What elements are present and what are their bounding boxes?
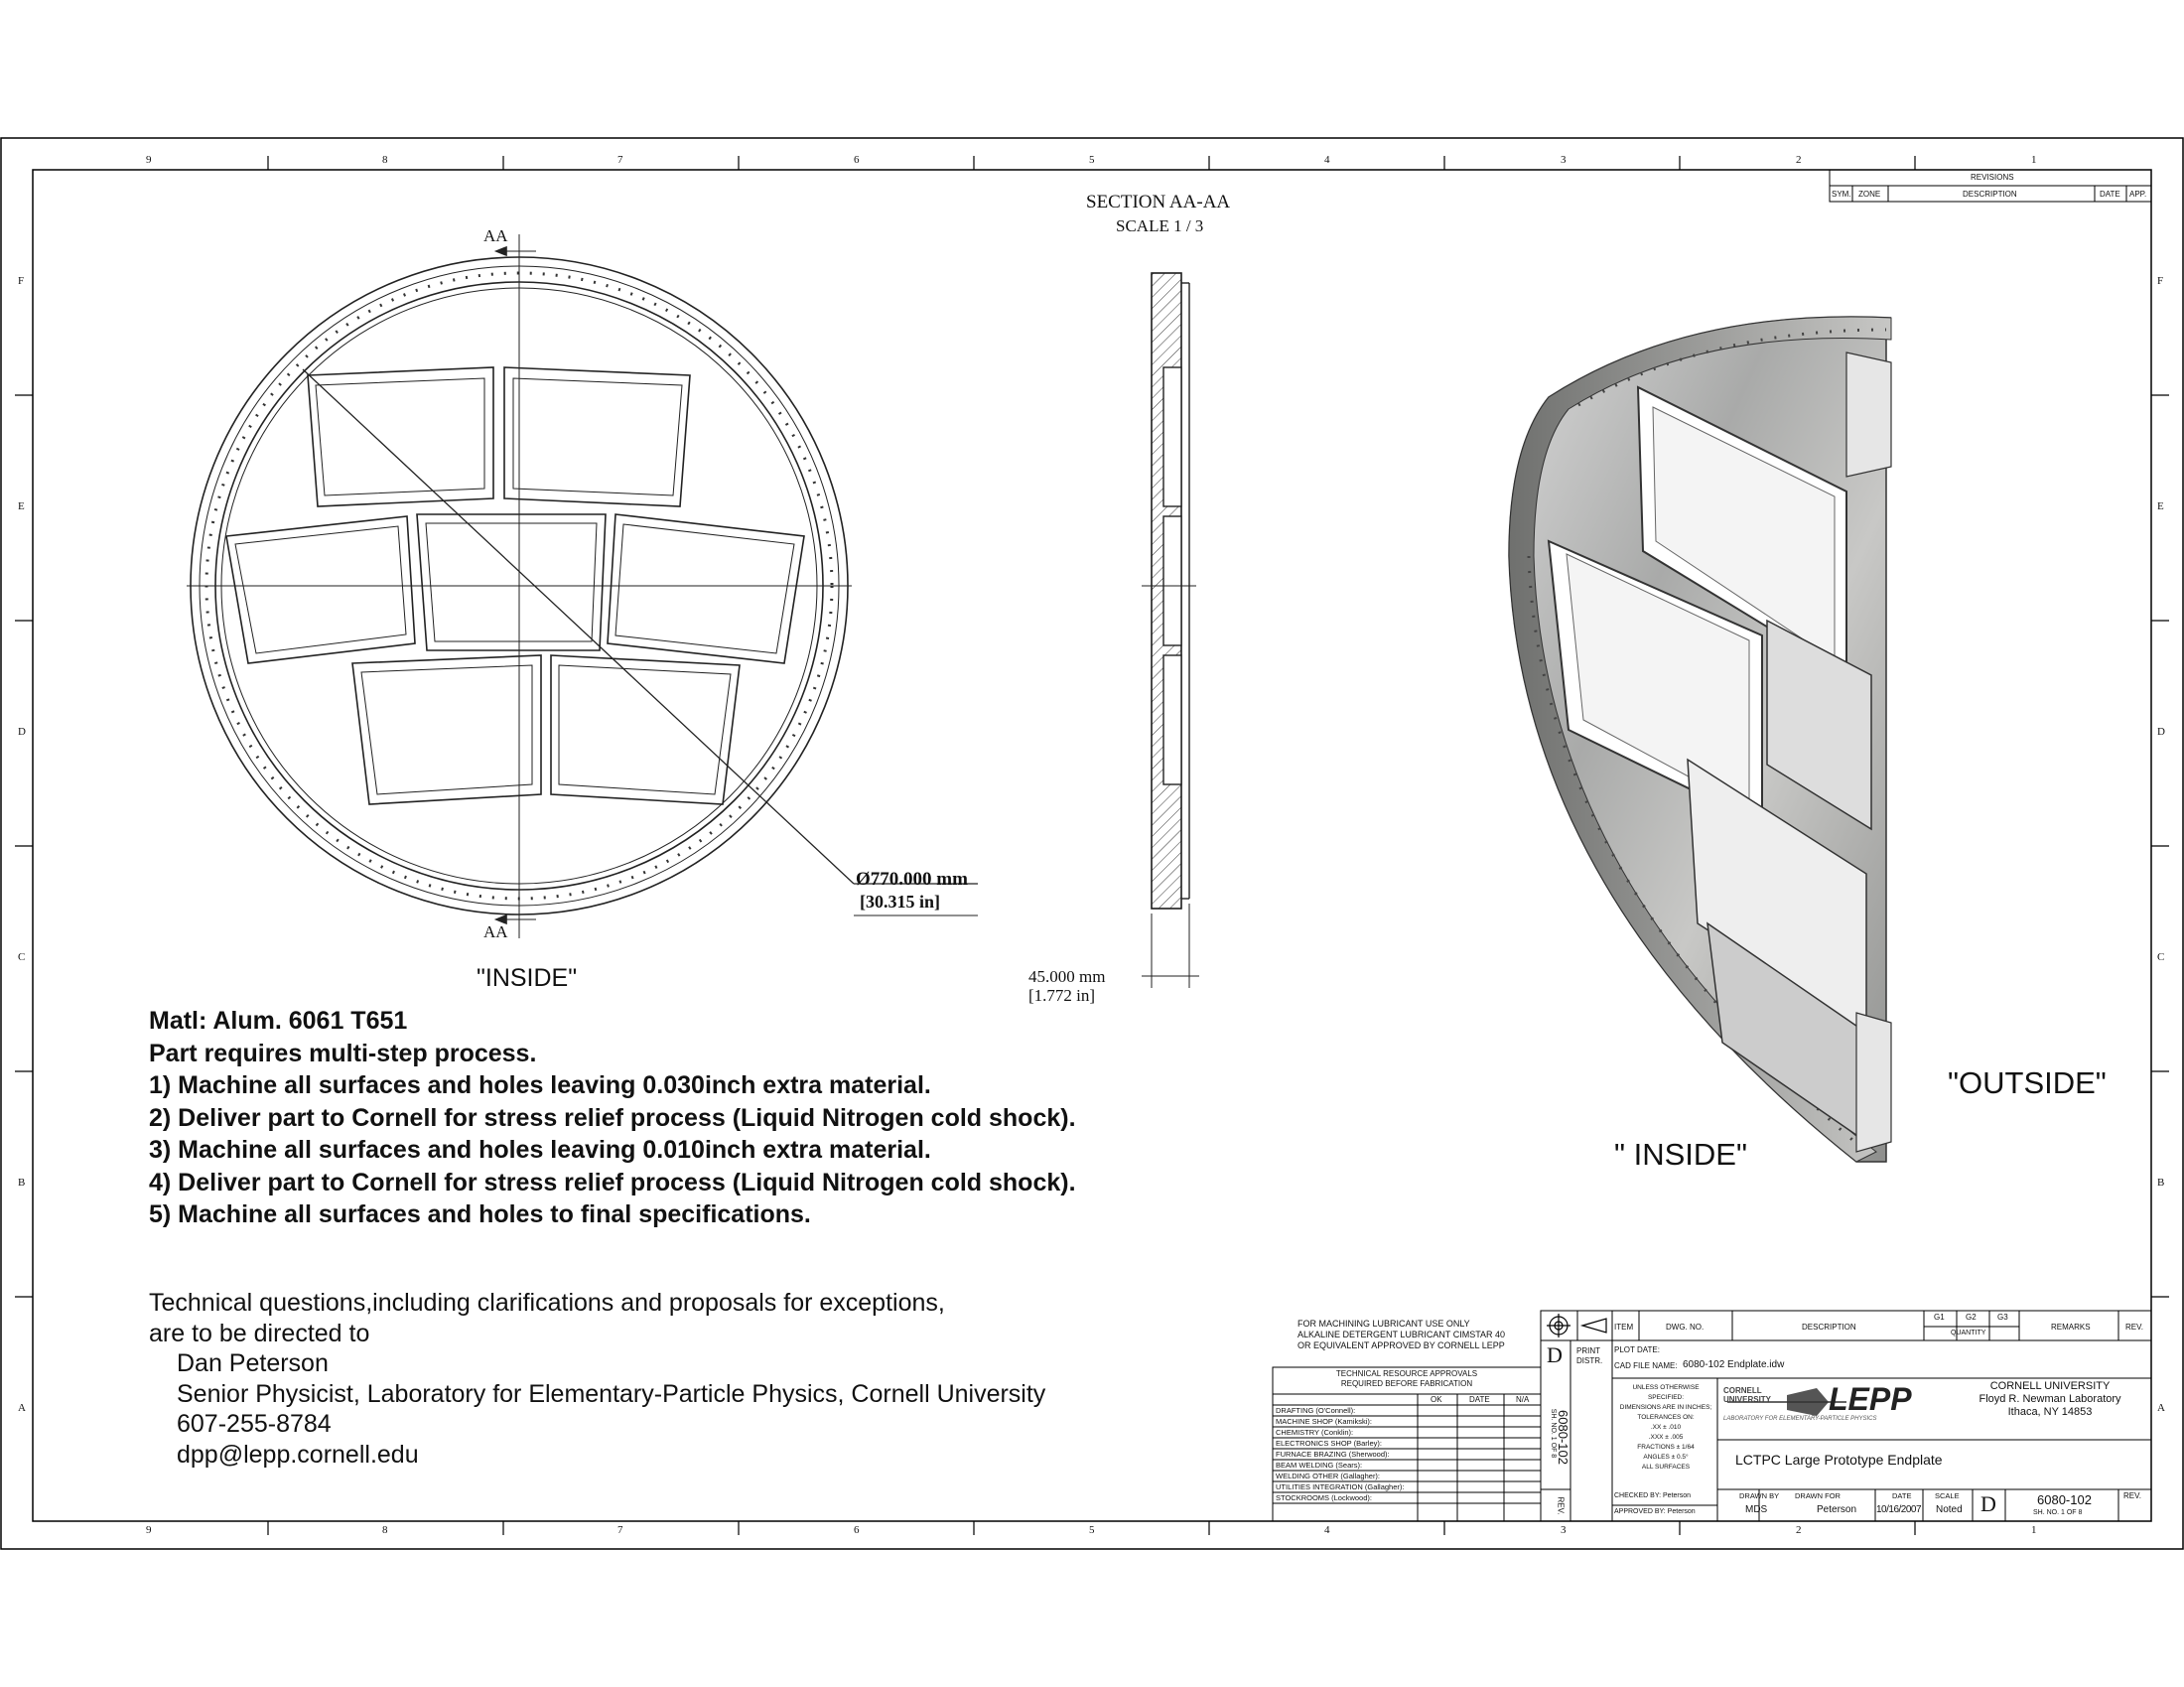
note-line: 4) Deliver part to Cornell for stress relief process (Liquid Nitrogen cold shock). <box>149 1168 1076 1196</box>
scale-value: Noted <box>1936 1504 1963 1515</box>
contact-line: Technical questions,including clarifications and proposals for exceptions, <box>149 1289 945 1317</box>
logo-cornell-text: CORNELL UNIVERSITY <box>1723 1386 1772 1404</box>
approved-by: APPROVED BY: Peterson <box>1614 1508 1696 1515</box>
logo-lepp-text: LEPP <box>1829 1381 1912 1417</box>
bom-col-g1: G1 <box>1934 1313 1945 1322</box>
size-letter: D <box>1980 1491 1996 1516</box>
section-marker-top: AA <box>483 226 508 245</box>
revisions-col: ZONE <box>1858 190 1881 199</box>
tolerance-line: FRACTIONS ± 1/64 <box>1637 1444 1695 1451</box>
col-label: 4 <box>1324 1524 1330 1536</box>
bom-col-g2: G2 <box>1966 1313 1977 1322</box>
row-label: D <box>18 726 26 738</box>
approval-row: STOCKROOMS (Lockwood): <box>1276 1493 1372 1502</box>
cad-file-label: CAD FILE NAME: <box>1614 1361 1678 1370</box>
col-label: 5 <box>1089 1524 1095 1536</box>
bom-col-dwg: DWG. NO. <box>1666 1323 1705 1332</box>
approval-row: BEAM WELDING (Sears): <box>1276 1461 1363 1470</box>
front-view-label: "INSIDE" <box>477 964 578 992</box>
drawn-by: MDS <box>1745 1504 1768 1515</box>
org-line: Ithaca, NY 14853 <box>2007 1406 2093 1418</box>
approval-row: MACHINE SHOP (Kamikski): <box>1276 1417 1372 1426</box>
sheet-number: SH. NO. 1 OF 8 <box>2033 1509 2083 1516</box>
tolerance-line: .XXX ± .005 <box>1648 1434 1684 1441</box>
col-label: 1 <box>2031 1524 2037 1536</box>
contact-title: Senior Physicist, Laboratory for Elementary-Particle Physics, Cornell University <box>177 1379 1046 1408</box>
vertical-sheet: SH. NO. 1 OF 8 <box>1550 1408 1558 1459</box>
dwg-number: 6080-102 <box>2037 1492 2092 1507</box>
logo-sub-text: LABORATORY FOR ELEMENTARY-PARTICLE PHYSICS <box>1723 1416 1877 1422</box>
diameter-mm: Ø770.000 mm <box>856 869 968 890</box>
approval-row: FURNACE BRAZING (Sherwood): <box>1276 1450 1390 1459</box>
front-view <box>187 234 978 938</box>
lubricant-line: FOR MACHINING LUBRICANT USE ONLY <box>1297 1319 1470 1329</box>
bom-col-item: ITEM <box>1614 1323 1634 1332</box>
revisions-col: APP. <box>2129 190 2147 199</box>
fabrication-notes <box>149 1005 1076 1231</box>
approvals-col-na: N/A <box>1516 1395 1530 1404</box>
col-label: 7 <box>617 1524 623 1536</box>
projection-symbol-icon <box>1547 1314 1606 1337</box>
row-label: F <box>18 275 25 287</box>
col-label: 5 <box>1089 154 1095 166</box>
iso-label-outside: "OUTSIDE" <box>1948 1065 2107 1100</box>
col-label: 2 <box>1796 154 1802 166</box>
bom-col-g3: G3 <box>1997 1313 2008 1322</box>
date-label: DATE <box>1892 1491 1912 1500</box>
thickness-in: [1.772 in] <box>1028 986 1096 1005</box>
bom-col-description: DESCRIPTION <box>1802 1323 1856 1332</box>
revisions-col: DESCRIPTION <box>1963 190 2017 199</box>
tolerance-line: UNLESS OTHERWISE <box>1632 1384 1700 1391</box>
col-label: 3 <box>1561 154 1567 166</box>
row-label: C <box>18 951 26 963</box>
revisions-title: REVISIONS <box>1971 173 2014 182</box>
iso-view <box>1509 317 1891 1162</box>
col-label: 7 <box>617 154 623 166</box>
bom-col-remarks: REMARKS <box>2051 1323 2091 1332</box>
col-label: 8 <box>382 1524 388 1536</box>
col-label: 1 <box>2031 154 2037 166</box>
tolerance-line: .XX ± .010 <box>1650 1424 1682 1431</box>
tolerance-line: DIMENSIONS ARE IN INCHES; <box>1619 1404 1712 1411</box>
org-line: CORNELL UNIVERSITY <box>1989 1380 2111 1392</box>
drawn-for: Peterson <box>1817 1504 1857 1515</box>
vertical-rev: REV. <box>1556 1496 1566 1515</box>
rev-label: REV. <box>2123 1491 2141 1500</box>
bom-quantity: QUANTITY <box>1951 1330 1986 1336</box>
col-label: 4 <box>1324 154 1330 166</box>
approvals-col-date: DATE <box>1469 1395 1490 1404</box>
tolerance-line: TOLERANCES ON: <box>1637 1414 1695 1421</box>
contact-phone: 607-255-8784 <box>177 1410 332 1438</box>
approvals-list <box>1276 1405 1404 1503</box>
row-label: E <box>18 500 25 512</box>
contact-line: are to be directed to <box>149 1319 370 1347</box>
section-view <box>1142 273 1199 988</box>
scale-label: SCALE <box>1935 1491 1960 1500</box>
tolerance-note <box>1614 1383 1717 1473</box>
lubricant-line: OR EQUIVALENT APPROVED BY CORNELL LEPP <box>1297 1340 1505 1350</box>
vertical-dwg-no: 6080-102 <box>1555 1410 1570 1465</box>
bom-col-rev: REV. <box>2125 1323 2143 1332</box>
org-address <box>1951 1380 2149 1419</box>
approvals-title-line: REQUIRED BEFORE FABRICATION <box>1340 1379 1473 1388</box>
approval-row: CHEMISTRY (Conklin): <box>1276 1428 1354 1437</box>
checked-by: CHECKED BY: Peterson <box>1614 1492 1692 1499</box>
contact-block <box>149 1288 1045 1470</box>
section-scale: SCALE 1 / 3 <box>1116 216 1204 235</box>
lubricant-line: ALKALINE DETERGENT LUBRICANT CIMSTAR 40 <box>1297 1330 1506 1339</box>
section-marker-bottom: AA <box>483 922 508 941</box>
approval-row: ELECTRONICS SHOP (Barley): <box>1276 1439 1382 1448</box>
tolerance-line: ALL SURFACES <box>1641 1464 1691 1471</box>
thickness-mm: 45.000 mm <box>1028 967 1106 986</box>
row-label: E <box>2157 500 2164 512</box>
note-line: Matl: Alum. 6061 T651 <box>149 1007 408 1035</box>
print-distr: PRINT DISTR. <box>1576 1346 1603 1365</box>
approvals-title <box>1273 1369 1541 1389</box>
org-line: Floyd R. Newman Laboratory <box>1979 1393 2121 1405</box>
note-line: 5) Machine all surfaces and holes to final specifications. <box>149 1200 811 1228</box>
tolerance-line: ANGLES ± 0.5° <box>1643 1454 1689 1461</box>
lubricant-note <box>1297 1319 1505 1351</box>
col-label: 9 <box>146 154 152 166</box>
note-line: 3) Machine all surfaces and holes leaving 0.010inch extra material. <box>149 1136 931 1164</box>
contact-email[interactable]: dpp@lepp.cornell.edu <box>177 1440 419 1469</box>
col-label: 9 <box>146 1524 152 1536</box>
plot-date-label: PLOT DATE: <box>1614 1345 1660 1354</box>
drawing-title: LCTPC Large Prototype Endplate <box>1735 1452 1943 1468</box>
revisions-col: DATE <box>2100 190 2120 199</box>
drawing-date: 10/16/2007 <box>1876 1504 1922 1515</box>
diameter-in: [30.315 in] <box>860 892 940 912</box>
col-label: 6 <box>854 1524 860 1536</box>
col-label: 6 <box>854 154 860 166</box>
row-label: B <box>18 1177 26 1189</box>
col-label: 8 <box>382 154 388 166</box>
drawn-by-label: DRAWN BY <box>1739 1491 1780 1500</box>
approval-row: WELDING OTHER (Gallagher): <box>1276 1472 1381 1480</box>
row-label: D <box>2157 726 2165 738</box>
drawn-for-label: DRAWN FOR <box>1795 1491 1841 1500</box>
size-letter-strip: D <box>1547 1342 1563 1367</box>
row-label: B <box>2157 1177 2165 1189</box>
approvals-title-line: TECHNICAL RESOURCE APPROVALS <box>1335 1369 1478 1378</box>
col-label: 2 <box>1796 1524 1802 1536</box>
tolerance-line: SPECIFIED: <box>1647 1394 1685 1401</box>
note-line: 2) Deliver part to Cornell for stress relief process (Liquid Nitrogen cold shock). <box>149 1103 1076 1132</box>
approval-row: UTILITIES INTEGRATION (Gallagher): <box>1276 1482 1405 1491</box>
approval-row: DRAFTING (O'Connell): <box>1276 1406 1356 1415</box>
col-label: 3 <box>1561 1524 1567 1536</box>
note-line: Part requires multi-step process. <box>149 1039 537 1067</box>
contact-name: Dan Peterson <box>177 1349 329 1377</box>
row-label: F <box>2157 275 2164 287</box>
approvals-col-ok: OK <box>1431 1395 1442 1404</box>
row-label: A <box>18 1402 26 1414</box>
note-line: 1) Machine all surfaces and holes leaving 0.030inch extra material. <box>149 1071 931 1099</box>
cad-file-name: 6080-102 Endplate.idw <box>1683 1359 1785 1370</box>
section-title: SECTION AA-AA <box>1086 192 1231 212</box>
row-label: A <box>2157 1402 2165 1414</box>
iso-label-inside: " INSIDE" <box>1614 1137 1747 1172</box>
revisions-col: SYM. <box>1832 190 1851 199</box>
row-label: C <box>2157 951 2165 963</box>
